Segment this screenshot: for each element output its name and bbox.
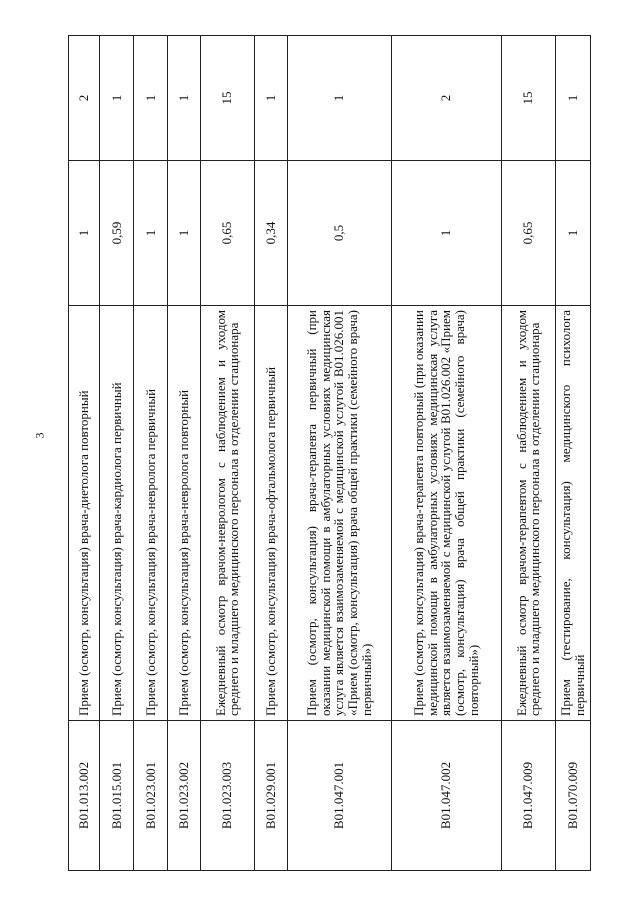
- table-row: [501, 36, 555, 871]
- medical-services-table: [68, 35, 591, 871]
- frequency-coefficient: 1: [167, 161, 200, 306]
- service-name: Прием (осмотр, консультация) врача-невролога первичный: [134, 306, 167, 721]
- service-name: Прием (осмотр, консультация) врача-невролога повторный: [167, 306, 200, 721]
- service-name: Прием (тестирование, консультация) медицинского психолога первичный: [555, 306, 590, 721]
- frequency-coefficient: 0,59: [100, 161, 134, 306]
- frequency-coefficient: 0,5: [287, 161, 391, 306]
- table-row: [555, 36, 590, 871]
- frequency-coefficient: 1: [69, 161, 100, 306]
- service-name: Прием (осмотр, консультация) врача-офтальмолога первичный: [254, 306, 287, 721]
- service-code: B01.029.001: [254, 721, 287, 871]
- frequency-coefficient: 1: [134, 161, 167, 306]
- service-name: Прием (осмотр, консультация) врача-терапевта повторный (при оказании медицинской помощи в амбулаторных условиях медицинская услуга является взаимозаменяемой с медицинской услугой B01.026.002 «Прием (осмотр, консультация) врача общей практики (семейного врача) повторный»): [391, 306, 501, 721]
- service-code: B01.047.002: [391, 721, 501, 871]
- usage-count: 2: [391, 36, 501, 161]
- table-row: [287, 36, 391, 871]
- usage-count: 1: [555, 36, 590, 161]
- frequency-coefficient: 0,65: [501, 161, 555, 306]
- service-code: B01.070.009: [555, 721, 590, 871]
- table-row: [69, 36, 100, 871]
- service-code: B01.047.001: [287, 721, 391, 871]
- usage-count: 1: [254, 36, 287, 161]
- service-code: B01.023.003: [200, 721, 254, 871]
- usage-count: 15: [200, 36, 254, 161]
- service-name: Прием (осмотр, консультация) врача-терапевта первичный (при оказании медицинской помощи в амбулаторных условиях медицинская услуга является взаимозаменяемой с медицинской услугой B01.026.001 «Прием (осмотр, консультация) врача общей практики (семейного врача) первичный»): [287, 306, 391, 721]
- table-row: [167, 36, 200, 871]
- usage-count: 1: [100, 36, 134, 161]
- frequency-coefficient: 0,65: [200, 161, 254, 306]
- usage-count: 1: [134, 36, 167, 161]
- service-code: B01.047.009: [501, 721, 555, 871]
- service-code: B01.023.001: [134, 721, 167, 871]
- service-name: Прием (осмотр, консультация) врача-кардиолога первичный: [100, 306, 134, 721]
- service-name: Ежедневный осмотр врачом-терапевтом с наблюдением и уходом среднего и младшего медицинского персонала в отделении стационара: [501, 306, 555, 721]
- services-table-wrapper: [68, 36, 591, 871]
- table-row: [391, 36, 501, 871]
- frequency-coefficient: 1: [555, 161, 590, 306]
- usage-count: 1: [167, 36, 200, 161]
- table-row: [100, 36, 134, 871]
- frequency-coefficient: 0,34: [254, 161, 287, 306]
- service-name: Прием (осмотр, консультация) врача-диетолога повторный: [69, 306, 100, 721]
- table-row: [200, 36, 254, 871]
- usage-count: 1: [287, 36, 391, 161]
- usage-count: 15: [501, 36, 555, 161]
- service-code: B01.023.002: [167, 721, 200, 871]
- rotated-table-container: [68, 36, 591, 871]
- service-code: B01.015.001: [100, 721, 134, 871]
- service-code: B01.013.002: [69, 721, 100, 871]
- table-row: [134, 36, 167, 871]
- page-number: 3: [32, 432, 47, 439]
- table-row: [254, 36, 287, 871]
- usage-count: 2: [69, 36, 100, 161]
- frequency-coefficient: 1: [391, 161, 501, 306]
- service-name: Ежедневный осмотр врачом-неврологом с наблюдением и уходом среднего и младшего медицинского персонала в отделении стационара: [200, 306, 254, 721]
